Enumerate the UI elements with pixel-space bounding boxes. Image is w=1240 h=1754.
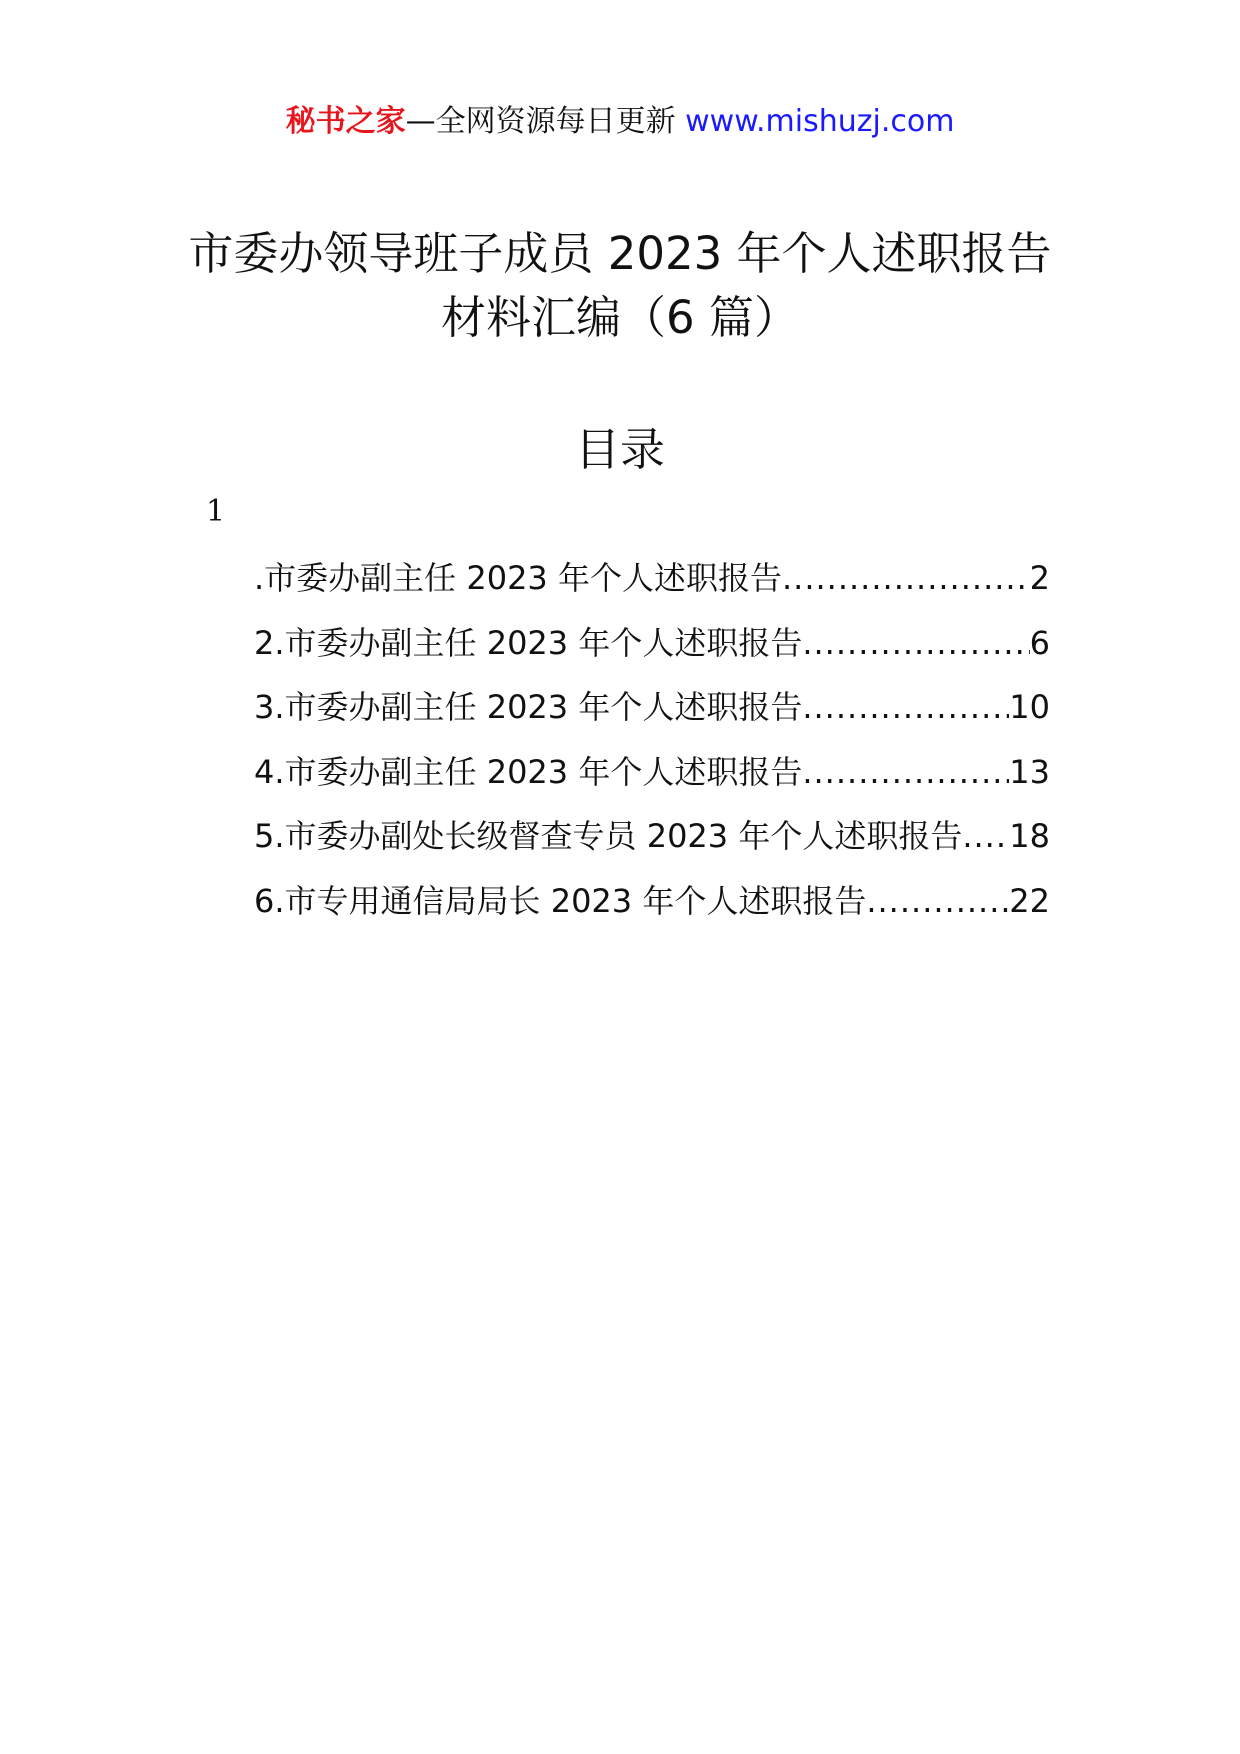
toc-entry-page: 13	[1009, 752, 1050, 791]
document-title-line-1: 市委办领导班子成员 2023 年个人述职报告	[188, 227, 1052, 280]
toc-entry-title: 2.市委办副主任 2023 年个人述职报告	[254, 623, 803, 662]
toc-entry-leader	[962, 814, 1009, 858]
toc-entry-page: 2	[1029, 559, 1050, 597]
toc-entry-page: 6	[1029, 623, 1050, 662]
toc-entry-title: 5.市委办副处长级督查专员 2023 年个人述职报告	[254, 817, 963, 855]
toc-entry-leader	[802, 750, 1009, 794]
stray-number: 1	[206, 494, 226, 529]
toc-entry-leader	[782, 556, 1030, 600]
toc-entry-page: 10	[1009, 688, 1050, 726]
toc-entry-leader	[802, 621, 1029, 665]
toc-entry-leader	[802, 685, 1009, 729]
banner-url-link[interactable]: www.mishuzj.com	[685, 104, 955, 139]
toc-entry-title: .市委办副主任 2023 年个人述职报告	[254, 559, 782, 597]
toc-heading: 目录	[574, 423, 665, 476]
toc-entry[interactable]	[254, 814, 1050, 879]
banner-brand: 秘书之家	[285, 104, 406, 139]
toc-entry-title: 4.市委办副主任 2023 年个人述职报告	[254, 752, 803, 791]
toc-entry-title: 3.市委办副主任 2023 年个人述职报告	[254, 688, 803, 726]
toc-entry-leader	[866, 879, 1009, 923]
toc-entry-page: 18	[1009, 817, 1050, 855]
toc-entry[interactable]	[254, 556, 1050, 621]
table-of-contents	[254, 556, 1050, 943]
toc-entry[interactable]	[254, 685, 1050, 750]
document-title-line-2: 材料汇编（6 篇）	[441, 291, 799, 344]
toc-entry-title: 6.市专用通信局局长 2023 年个人述职报告	[254, 881, 867, 920]
site-banner	[0, 100, 1240, 144]
document-title	[120, 222, 1120, 350]
banner-slogan: —全网资源每日更新	[405, 104, 686, 139]
toc-entry[interactable]	[254, 750, 1050, 815]
toc-entry[interactable]	[254, 621, 1050, 686]
toc-entry-page: 22	[1009, 881, 1050, 920]
toc-entry[interactable]	[254, 879, 1050, 944]
